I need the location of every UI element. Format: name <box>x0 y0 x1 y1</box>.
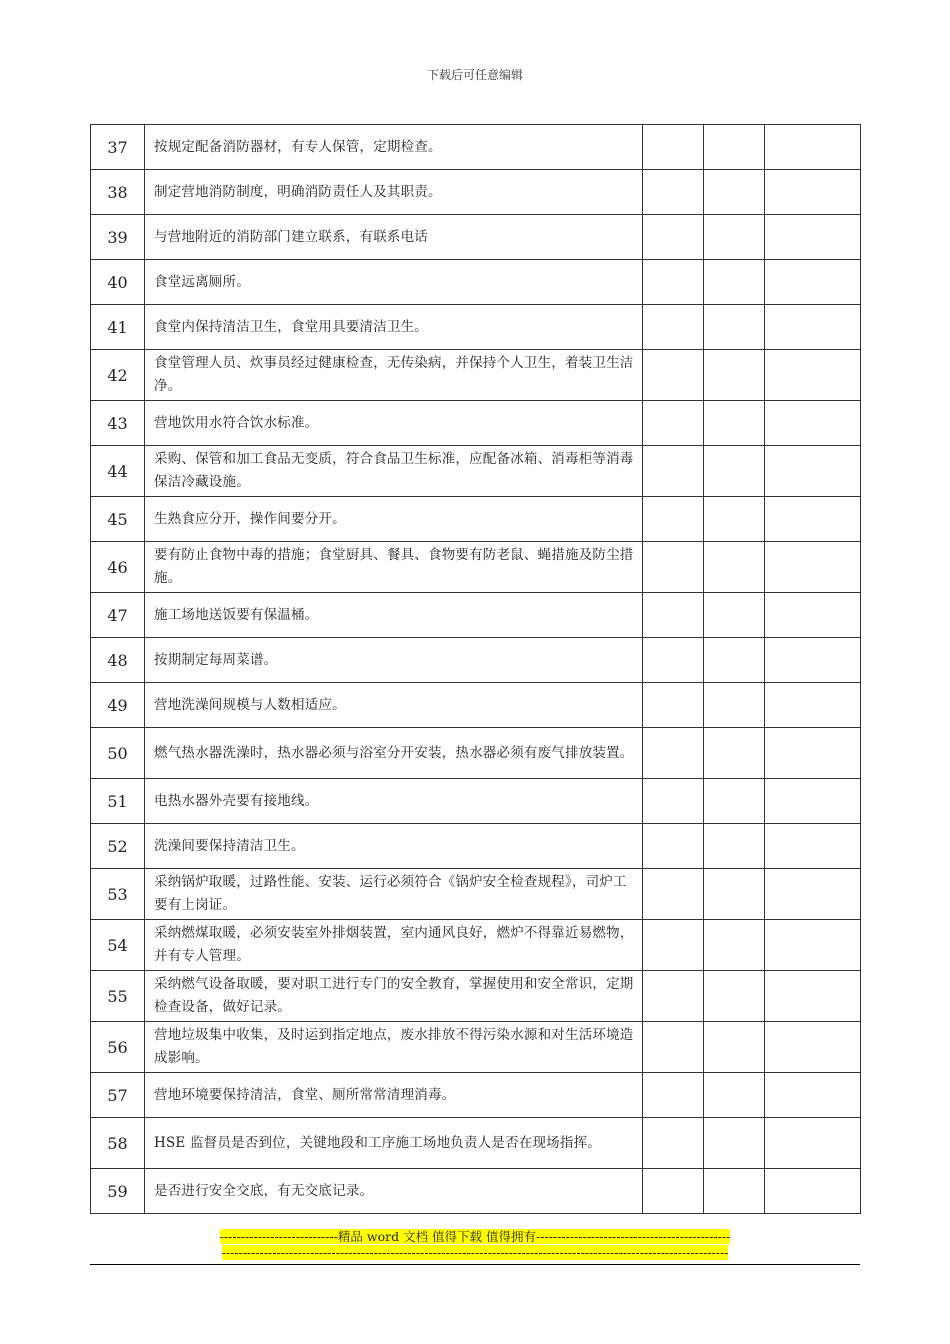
table-row <box>91 350 861 401</box>
check-cell <box>643 305 704 350</box>
check-cell <box>704 1073 765 1118</box>
check-cell <box>704 920 765 971</box>
check-cell <box>643 215 704 260</box>
table-row <box>91 1169 861 1214</box>
table-row <box>91 869 861 920</box>
row-text: HSE 监督员是否到位，关键地段和工序施工场地负责人是否在现场指挥。 <box>145 1118 643 1169</box>
table-row <box>91 971 861 1022</box>
table-row <box>91 446 861 497</box>
table-row <box>91 1073 861 1118</box>
row-text: 要有防止食物中毒的措施；食堂厨具、餐具、食物要有防老鼠、蝇措施及防尘措施。 <box>145 542 643 593</box>
row-number: 48 <box>91 638 145 683</box>
table-row <box>91 824 861 869</box>
row-number: 38 <box>91 170 145 215</box>
row-text: 生熟食应分开，操作间要分开。 <box>145 497 643 542</box>
remark-cell <box>765 170 861 215</box>
check-cell <box>643 779 704 824</box>
remark-cell <box>765 350 861 401</box>
table-row <box>91 920 861 971</box>
row-number: 46 <box>91 542 145 593</box>
row-number: 42 <box>91 350 145 401</box>
row-text: 按规定配备消防器材，有专人保管，定期检查。 <box>145 125 643 170</box>
check-cell <box>704 260 765 305</box>
row-text: 采纳锅炉取暖，过路性能、安装、运行必须符合《锅炉安全检查规程》，司炉工要有上岗证。 <box>145 869 643 920</box>
row-text: 与营地附近的消防部门建立联系，有联系电话 <box>145 215 643 260</box>
row-text: 营地洗澡间规模与人数相适应。 <box>145 683 643 728</box>
footer-banner-line1: ----------------------------精品 word 文档 值得下载 值得拥有---------------------------------------------- <box>219 1229 731 1244</box>
row-number: 53 <box>91 869 145 920</box>
row-number: 41 <box>91 305 145 350</box>
remark-cell <box>765 728 861 779</box>
row-text: 食堂远离厕所。 <box>145 260 643 305</box>
check-cell <box>643 350 704 401</box>
check-cell <box>643 869 704 920</box>
row-text: 采纳燃煤取暖，必须安装室外排烟装置，室内通风良好，燃炉不得靠近易燃物，并有专人管理。 <box>145 920 643 971</box>
check-cell <box>704 497 765 542</box>
table-row <box>91 497 861 542</box>
check-cell <box>704 1022 765 1073</box>
table-row <box>91 1022 861 1073</box>
check-cell <box>704 971 765 1022</box>
table-row <box>91 125 861 170</box>
table-row <box>91 593 861 638</box>
row-text: 燃气热水器洗澡时，热水器必须与浴室分开安装，热水器必须有废气排放装置。 <box>145 728 643 779</box>
footer-banner-line2: ------------------------------------------------------------------------------------------------------------------------ <box>221 1245 729 1260</box>
check-cell <box>643 1022 704 1073</box>
check-cell <box>704 824 765 869</box>
check-cell <box>643 728 704 779</box>
row-number: 44 <box>91 446 145 497</box>
remark-cell <box>765 638 861 683</box>
remark-cell <box>765 125 861 170</box>
remark-cell <box>765 593 861 638</box>
check-cell <box>704 125 765 170</box>
inspection-checklist-table <box>90 124 861 1214</box>
row-number: 43 <box>91 401 145 446</box>
row-number: 59 <box>91 1169 145 1214</box>
table-row <box>91 305 861 350</box>
row-number: 39 <box>91 215 145 260</box>
row-text: 营地饮用水符合饮水标准。 <box>145 401 643 446</box>
row-text: 采购、保管和加工食品无变质，符合食品卫生标准，应配备冰箱、消毒柜等消毒保洁冷藏设施。 <box>145 446 643 497</box>
check-cell <box>643 497 704 542</box>
check-cell <box>643 638 704 683</box>
remark-cell <box>765 1073 861 1118</box>
row-number: 54 <box>91 920 145 971</box>
row-text: 制定营地消防制度，明确消防责任人及其职责。 <box>145 170 643 215</box>
check-cell <box>643 260 704 305</box>
remark-cell <box>765 305 861 350</box>
check-cell <box>643 593 704 638</box>
row-number: 55 <box>91 971 145 1022</box>
remark-cell <box>765 920 861 971</box>
row-text: 营地环境要保持清洁，食堂、厕所常常清理消毒。 <box>145 1073 643 1118</box>
check-cell <box>643 1073 704 1118</box>
check-cell <box>643 683 704 728</box>
table-row <box>91 170 861 215</box>
check-cell <box>704 305 765 350</box>
check-cell <box>643 542 704 593</box>
row-number: 50 <box>91 728 145 779</box>
row-text: 施工场地送饭要有保温桶。 <box>145 593 643 638</box>
row-text: 电热水器外壳要有接地线。 <box>145 779 643 824</box>
check-cell <box>704 446 765 497</box>
table-row <box>91 401 861 446</box>
row-text: 食堂内保持清洁卫生，食堂用具要清洁卫生。 <box>145 305 643 350</box>
check-cell <box>704 593 765 638</box>
remark-cell <box>765 869 861 920</box>
row-text: 采纳燃气设备取暖，要对职工进行专门的安全教育，掌握使用和安全常识，定期检查设备，做好记录。 <box>145 971 643 1022</box>
row-text: 食堂管理人员、炊事员经过健康检查，无传染病，并保持个人卫生，着装卫生洁净。 <box>145 350 643 401</box>
remark-cell <box>765 1118 861 1169</box>
table-row <box>91 215 861 260</box>
row-text: 是否进行安全交底，有无交底记录。 <box>145 1169 643 1214</box>
row-number: 51 <box>91 779 145 824</box>
check-cell <box>704 683 765 728</box>
check-cell <box>704 1169 765 1214</box>
row-number: 40 <box>91 260 145 305</box>
table-row <box>91 683 861 728</box>
check-cell <box>704 728 765 779</box>
table-row <box>91 638 861 683</box>
row-number: 52 <box>91 824 145 869</box>
remark-cell <box>765 683 861 728</box>
check-cell <box>643 920 704 971</box>
remark-cell <box>765 1169 861 1214</box>
remark-cell <box>765 779 861 824</box>
check-cell <box>643 170 704 215</box>
check-cell <box>704 170 765 215</box>
row-text: 洗澡间要保持清洁卫生。 <box>145 824 643 869</box>
row-text: 按期制定每周菜谱。 <box>145 638 643 683</box>
check-cell <box>643 1169 704 1214</box>
check-cell <box>704 401 765 446</box>
row-number: 47 <box>91 593 145 638</box>
table-row <box>91 542 861 593</box>
check-cell <box>643 971 704 1022</box>
table-row <box>91 728 861 779</box>
check-cell <box>704 1118 765 1169</box>
table-row <box>91 1118 861 1169</box>
row-number: 58 <box>91 1118 145 1169</box>
check-cell <box>704 869 765 920</box>
table-row <box>91 779 861 824</box>
footer-banner <box>0 1229 950 1261</box>
remark-cell <box>765 542 861 593</box>
check-cell <box>704 638 765 683</box>
check-cell <box>643 446 704 497</box>
check-cell <box>704 779 765 824</box>
remark-cell <box>765 497 861 542</box>
remark-cell <box>765 824 861 869</box>
check-cell <box>643 824 704 869</box>
remark-cell <box>765 401 861 446</box>
row-number: 49 <box>91 683 145 728</box>
check-cell <box>704 350 765 401</box>
remark-cell <box>765 215 861 260</box>
check-cell <box>643 1118 704 1169</box>
row-number: 45 <box>91 497 145 542</box>
check-cell <box>704 542 765 593</box>
check-cell <box>643 125 704 170</box>
remark-cell <box>765 260 861 305</box>
row-number: 57 <box>91 1073 145 1118</box>
remark-cell <box>765 1022 861 1073</box>
row-number: 37 <box>91 125 145 170</box>
check-cell <box>704 215 765 260</box>
row-number: 56 <box>91 1022 145 1073</box>
remark-cell <box>765 446 861 497</box>
footer-divider <box>90 1264 860 1265</box>
table-row <box>91 260 861 305</box>
remark-cell <box>765 971 861 1022</box>
page-header: 下载后可任意编辑 <box>426 68 523 82</box>
check-cell <box>643 401 704 446</box>
row-text: 营地垃圾集中收集，及时运到指定地点，废水排放不得污染水源和对生活环境造成影响。 <box>145 1022 643 1073</box>
